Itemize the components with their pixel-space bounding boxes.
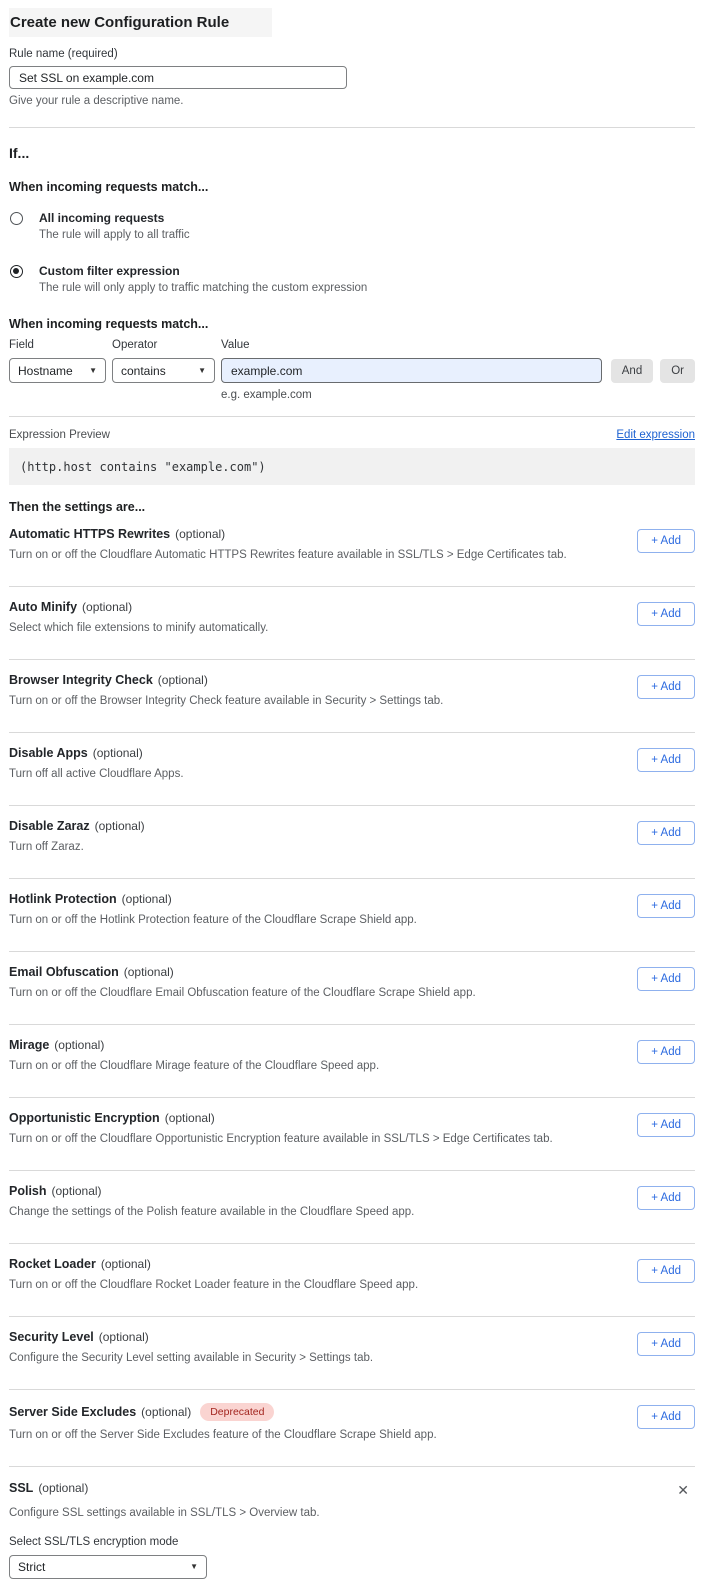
page-title: Create new Configuration Rule (9, 8, 272, 37)
rule-name-label: Rule name (required) (9, 48, 118, 60)
expression-builder (9, 339, 695, 401)
value-label: Value (221, 339, 250, 351)
setting-title: Polish (9, 1184, 47, 1198)
and-button[interactable]: And (611, 359, 653, 383)
chevron-down-icon: ▼ (198, 365, 206, 375)
setting-row (9, 733, 695, 806)
setting-title: Opportunistic Encryption (9, 1111, 160, 1125)
setting-row (9, 1098, 695, 1171)
optional-label: (optional) (100, 1257, 151, 1271)
rule-name-input[interactable] (9, 66, 347, 89)
setting-title: Disable Zaraz (9, 819, 90, 833)
optional-label: (optional) (92, 746, 143, 760)
add-button[interactable]: + Add (637, 1113, 695, 1137)
setting-description: Turn off Zaraz. (9, 841, 84, 853)
setting-description: Turn on or off the Cloudflare Automatic HTTPS Rewrites feature available in SSL/TLS > Edge Certificates tab. (9, 549, 567, 561)
setting-row (9, 514, 695, 587)
edit-expression-link[interactable]: Edit expression (616, 429, 695, 441)
setting-title: Server Side Excludes (9, 1405, 137, 1419)
add-button[interactable]: + Add (637, 1186, 695, 1210)
optional-label: (optional) (141, 1405, 192, 1419)
setting-row (9, 1317, 695, 1390)
add-button[interactable]: + Add (637, 675, 695, 699)
ssl-setting-title: SSL (9, 1481, 34, 1495)
add-button[interactable]: + Add (637, 1259, 695, 1283)
chevron-down-icon: ▼ (89, 365, 97, 375)
setting-description: Turn off all active Cloudflare Apps. (9, 768, 184, 780)
optional-label: (optional) (123, 965, 174, 979)
expression-preview-label: Expression Preview (9, 429, 110, 441)
setting-title: Rocket Loader (9, 1257, 96, 1271)
add-button[interactable]: + Add (637, 748, 695, 772)
setting-description: Turn on or off the Cloudflare Mirage feature of the Cloudflare Speed app. (9, 1060, 380, 1072)
optional-label: (optional) (164, 1111, 215, 1125)
add-button[interactable]: + Add (637, 894, 695, 918)
optional-label: (optional) (94, 819, 145, 833)
value-hint: e.g. example.com (221, 389, 312, 401)
setting-description: Turn on or off the Cloudflare Email Obfuscation feature of the Cloudflare Scrape Shield app. (9, 987, 476, 999)
deprecated-badge: Deprecated (200, 1403, 274, 1421)
setting-title: Auto Minify (9, 600, 78, 614)
setting-title: Security Level (9, 1330, 94, 1344)
radio-option-all-incoming[interactable] (9, 211, 695, 241)
field-select[interactable]: Hostname ▼ (9, 358, 106, 383)
then-settings-heading: Then the settings are... (9, 500, 146, 514)
optional-label: (optional) (157, 673, 208, 687)
field-label: Field (9, 339, 34, 351)
setting-row (9, 879, 695, 952)
if-heading: If... (9, 145, 30, 161)
operator-label: Operator (112, 339, 158, 351)
setting-row (9, 1390, 695, 1467)
setting-row (9, 1244, 695, 1317)
add-button[interactable]: + Add (637, 602, 695, 626)
setting-title: Email Obfuscation (9, 965, 119, 979)
optional-label: (optional) (54, 1038, 105, 1052)
ssl-setting-row (9, 1467, 695, 1579)
rule-name-section (9, 48, 695, 107)
setting-title: Disable Apps (9, 746, 88, 760)
radio-option-label: All incoming requests (39, 211, 165, 225)
setting-title: Hotlink Protection (9, 892, 117, 906)
chevron-down-icon: ▼ (190, 1562, 198, 1571)
or-button[interactable]: Or (660, 359, 695, 383)
setting-row (9, 1171, 695, 1244)
setting-description: Configure the Security Level setting available in Security > Settings tab. (9, 1352, 374, 1364)
setting-description: Turn on or off the Cloudflare Rocket Loader feature in the Cloudflare Speed app. (9, 1279, 419, 1291)
radio-icon[interactable] (10, 265, 23, 278)
match-type-radio-group (9, 211, 695, 294)
setting-row (9, 806, 695, 879)
section-divider (9, 127, 695, 128)
optional-label: (optional) (98, 1330, 149, 1344)
operator-select[interactable]: contains ▼ (112, 358, 215, 383)
setting-row (9, 587, 695, 660)
setting-description: Change the settings of the Polish feature available in the Cloudflare Speed app. (9, 1206, 415, 1218)
builder-heading: When incoming requests match... (9, 317, 209, 331)
radio-option-custom-filter[interactable] (9, 264, 695, 294)
optional-label: (optional) (82, 600, 133, 614)
setting-row (9, 1025, 695, 1098)
optional-label: (optional) (51, 1184, 102, 1198)
setting-row (9, 952, 695, 1025)
add-button[interactable]: + Add (637, 1040, 695, 1064)
setting-description: Turn on or off the Cloudflare Opportunistic Encryption feature available in SSL/TLS > Edge Certificates tab. (9, 1133, 553, 1145)
add-button[interactable]: + Add (637, 967, 695, 991)
radio-option-description: The rule will apply to all traffic (39, 229, 190, 241)
settings-list (9, 514, 695, 1467)
setting-title: Mirage (9, 1038, 50, 1052)
setting-description: Select which file extensions to minify automatically. (9, 622, 269, 634)
ssl-mode-select[interactable]: Strict ▼ (9, 1555, 207, 1579)
expression-preview-box (9, 448, 695, 485)
setting-description: Turn on or off the Hotlink Protection feature of the Cloudflare Scrape Shield app. (9, 914, 417, 926)
optional-label: (optional) (38, 1481, 89, 1495)
setting-description: Turn on or off the Server Side Excludes feature of the Cloudflare Scrape Shield app. (9, 1429, 437, 1441)
rule-name-help: Give your rule a descriptive name. (9, 95, 184, 107)
expression-text: (http.host contains "example.com") (20, 459, 266, 474)
match-heading: When incoming requests match... (9, 180, 209, 194)
add-button[interactable]: + Add (637, 1405, 695, 1429)
radio-icon[interactable] (10, 212, 23, 225)
add-button[interactable]: + Add (637, 821, 695, 845)
setting-description: Turn on or off the Browser Integrity Check feature available in Security > Settings tab. (9, 695, 444, 707)
radio-option-label: Custom filter expression (39, 264, 180, 278)
ssl-mode-label: Select SSL/TLS encryption mode (9, 1536, 179, 1548)
setting-title: Browser Integrity Check (9, 673, 153, 687)
setting-title: Automatic HTTPS Rewrites (9, 527, 171, 541)
add-button[interactable]: + Add (637, 529, 695, 553)
section-divider (9, 416, 695, 417)
optional-label: (optional) (121, 892, 172, 906)
value-input[interactable] (221, 358, 602, 383)
close-icon[interactable]: ✕ (673, 1481, 693, 1499)
ssl-setting-description: Configure SSL settings available in SSL/TLS > Overview tab. (9, 1507, 320, 1519)
radio-option-description: The rule will only apply to traffic matching the custom expression (39, 282, 368, 294)
optional-label: (optional) (175, 527, 226, 541)
add-button[interactable]: + Add (637, 1332, 695, 1356)
setting-row (9, 660, 695, 733)
